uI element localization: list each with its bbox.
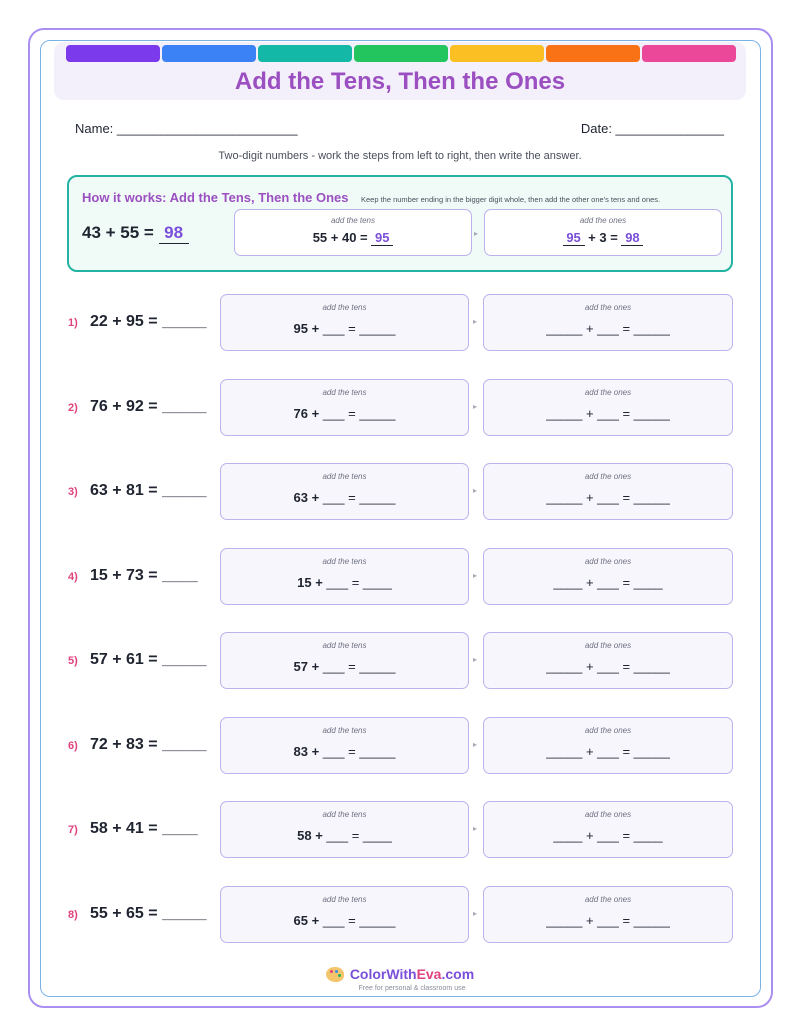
color-strip-segment [354, 45, 448, 62]
brand-name [350, 966, 474, 982]
tens-step-box[interactable] [220, 294, 469, 351]
tens-blanks[interactable]: ___ = _____ [322, 321, 396, 336]
problem-expression[interactable]: 58 + 41 = ____ [90, 820, 198, 837]
ones-step-box[interactable] [483, 548, 733, 605]
example-tens-result: 95 [371, 230, 393, 246]
problem-number: 6) [68, 740, 78, 752]
arrow-icon: ▸ [473, 402, 478, 411]
tens-step-equation [221, 490, 468, 505]
problem-row [0, 462, 800, 522]
example-ones-equation [485, 230, 721, 246]
problem-row [0, 716, 800, 776]
logo [326, 966, 474, 982]
tens-step-equation [221, 828, 468, 843]
tens-step-equation [221, 406, 468, 421]
tens-step-box[interactable] [220, 717, 469, 774]
ones-blanks[interactable]: _____ + ___ = _____ [546, 406, 670, 421]
example-ones-start: 95 [563, 230, 585, 246]
tens-step-label: add the tens [322, 641, 367, 650]
tens-step-box[interactable] [220, 379, 469, 436]
tens-start: 63 + [293, 490, 320, 505]
arrow-icon: ▸ [473, 571, 478, 580]
ones-step-label: add the ones [584, 810, 632, 819]
example-box [67, 175, 733, 272]
problem-number: 5) [68, 655, 78, 667]
ones-step-box[interactable] [483, 294, 733, 351]
tens-start: 15 + [297, 575, 323, 590]
color-strip-segment [162, 45, 256, 62]
problem-row [0, 547, 800, 607]
ones-step-equation [484, 406, 732, 421]
example-ones-step [484, 209, 722, 256]
ones-step-box[interactable] [483, 379, 733, 436]
arrow-icon: ▸ [473, 740, 478, 749]
ones-step-equation [484, 744, 732, 759]
tens-step-label: add the tens [322, 810, 367, 819]
example-answer: 98 [159, 223, 189, 244]
tens-step-equation [221, 659, 468, 674]
ones-step-label: add the ones [584, 472, 632, 481]
ones-step-label: add the ones [584, 895, 632, 904]
example-tens-start: 55 + 40 = [312, 230, 368, 245]
example-problem [82, 223, 189, 244]
tens-step-equation [221, 913, 468, 928]
example-ones-result: 98 [621, 230, 643, 246]
color-strip-segment [642, 45, 736, 62]
problem-number: 2) [68, 402, 78, 414]
problem-row [0, 800, 800, 860]
ones-step-box[interactable] [483, 886, 733, 943]
ones-blanks[interactable]: _____ + ___ = _____ [546, 913, 670, 928]
problem-row [0, 378, 800, 438]
problem-number: 7) [68, 824, 78, 836]
tens-blanks[interactable]: ___ = _____ [322, 744, 396, 759]
example-tens-equation [235, 230, 471, 246]
brand-part-color-with: ColorWith [349, 966, 417, 982]
arrow-icon: ▸ [473, 486, 478, 495]
ones-step-label: add the ones [584, 303, 632, 312]
example-expression: 43 + 55 = [82, 223, 154, 242]
date-field[interactable]: Date: _______________ [580, 121, 724, 136]
arrow-icon: ▸ [473, 317, 478, 326]
tens-start: 95 + [293, 321, 320, 336]
ones-step-equation [484, 575, 732, 590]
tens-step-label: add the tens [322, 388, 367, 397]
ones-step-equation [484, 828, 732, 843]
problem-number: 8) [68, 909, 78, 921]
example-ones-label: add the ones [579, 216, 627, 225]
tens-step-label: add the tens [322, 726, 367, 735]
ones-blanks[interactable]: ____ + ___ = ____ [553, 575, 663, 590]
ones-step-equation [484, 490, 732, 505]
ones-step-label: add the ones [584, 557, 632, 566]
example-arrow-icon: ▸ [474, 229, 479, 238]
tens-start: 57 + [293, 659, 320, 674]
tens-blanks[interactable]: ___ = _____ [322, 406, 396, 421]
problem-number: 4) [68, 571, 78, 583]
tens-step-box[interactable] [220, 548, 469, 605]
example-tens-step [234, 209, 472, 256]
problem-row [0, 631, 800, 691]
example-ones-mid: + 3 = [588, 230, 618, 245]
tens-step-label: add the tens [322, 472, 367, 481]
tens-step-equation [221, 575, 468, 590]
tens-blanks[interactable]: ___ = _____ [322, 659, 396, 674]
tens-step-box[interactable] [220, 801, 469, 858]
problem-expression[interactable]: 22 + 95 = _____ [90, 313, 207, 330]
ones-step-label: add the ones [584, 388, 632, 397]
problem-expression[interactable]: 57 + 61 = _____ [90, 651, 207, 668]
worksheet-title: Add the Tens, Then the Ones [234, 68, 566, 95]
ones-step-equation [484, 321, 732, 336]
brand-part-eva: Eva [416, 966, 442, 982]
ones-blanks[interactable]: _____ + ___ = _____ [546, 659, 670, 674]
ones-step-label: add the ones [584, 641, 632, 650]
tens-step-box[interactable] [220, 886, 469, 943]
problem-expression[interactable]: 15 + 73 = ____ [90, 567, 198, 584]
tens-step-label: add the tens [322, 557, 367, 566]
arrow-icon: ▸ [473, 909, 478, 918]
problem-row [0, 885, 800, 945]
tens-start: 65 + [293, 913, 320, 928]
tens-step-label: add the tens [322, 303, 367, 312]
ones-step-box[interactable] [483, 801, 733, 858]
ones-blanks[interactable]: ____ + ___ = ____ [553, 828, 663, 843]
problem-expression[interactable]: 55 + 65 = _____ [90, 905, 207, 922]
ones-step-label: add the ones [584, 726, 632, 735]
problem-row [0, 293, 800, 353]
ones-step-box[interactable] [483, 463, 733, 520]
color-strip [66, 45, 736, 62]
tens-step-label: add the tens [322, 895, 367, 904]
ones-blanks[interactable]: _____ + ___ = _____ [546, 490, 670, 505]
arrow-icon: ▸ [473, 824, 478, 833]
ones-blanks[interactable]: _____ + ___ = _____ [546, 744, 670, 759]
problem-number: 1) [68, 317, 78, 329]
problem-expression[interactable]: 76 + 92 = _____ [90, 398, 207, 415]
example-tens-label: add the tens [330, 216, 376, 225]
ones-step-box[interactable] [483, 632, 733, 689]
tens-start: 58 + [297, 828, 323, 843]
tens-step-equation [221, 321, 468, 336]
color-strip-segment [450, 45, 544, 62]
tens-step-box[interactable] [220, 463, 469, 520]
problem-expression[interactable]: 72 + 83 = _____ [90, 736, 207, 753]
example-heading-row [82, 189, 660, 207]
problem-expression[interactable]: 63 + 81 = _____ [90, 482, 207, 499]
color-strip-segment [66, 45, 160, 62]
tens-blanks[interactable]: ___ = _____ [322, 913, 396, 928]
footer [0, 966, 800, 992]
ones-step-equation [484, 913, 732, 928]
palette-icon [326, 967, 344, 982]
color-strip-segment [258, 45, 352, 62]
tens-blanks[interactable]: ___ = _____ [322, 490, 396, 505]
brand-part-com: .com [441, 966, 475, 982]
instructions: Two-digit numbers - work the steps from left to right, then write the answer. [218, 150, 582, 162]
ones-step-box[interactable] [483, 717, 733, 774]
tens-blanks[interactable]: ___ = ____ [326, 575, 392, 590]
tens-start: 76 + [293, 406, 320, 421]
color-strip-segment [546, 45, 640, 62]
tens-step-equation [221, 744, 468, 759]
tagline: Free for personal & classroom use [358, 984, 466, 992]
arrow-icon: ▸ [473, 655, 478, 664]
tens-blanks[interactable]: ___ = ____ [326, 828, 392, 843]
ones-step-equation [484, 659, 732, 674]
tens-start: 83 + [293, 744, 320, 759]
ones-blanks[interactable]: _____ + ___ = _____ [546, 321, 670, 336]
example-heading: How it works: Add the Tens, Then the Ones [82, 190, 349, 205]
problem-number: 3) [68, 486, 78, 498]
example-subheading: Keep the number ending in the bigger digit whole, then add the other one's tens and ones. [360, 195, 661, 204]
name-field[interactable]: Name: _________________________ [75, 121, 298, 136]
tens-step-box[interactable] [220, 632, 469, 689]
